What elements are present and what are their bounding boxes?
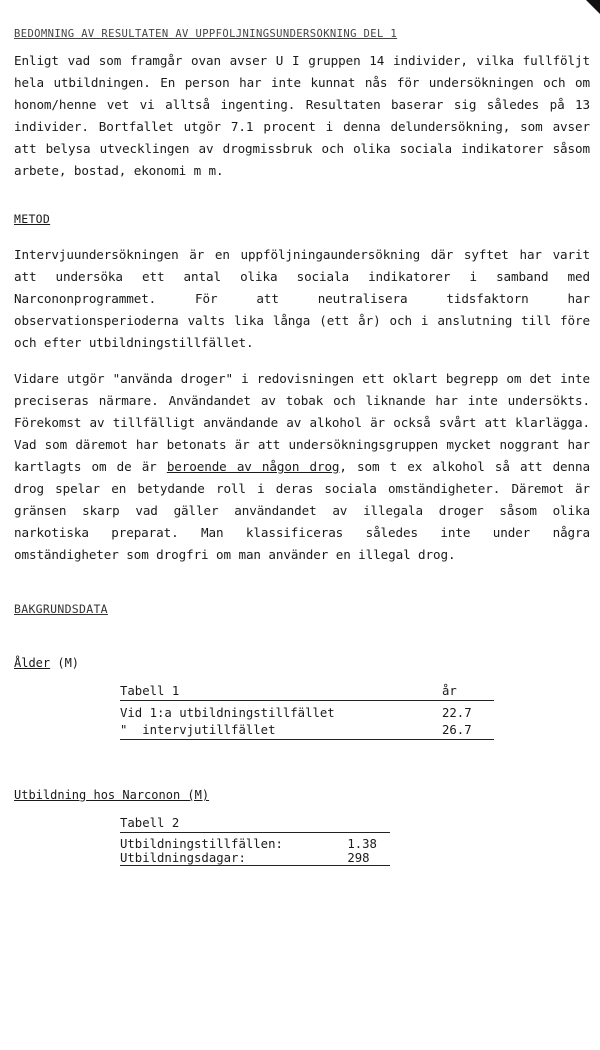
metod-paragraph-1: Intervjuundersökningen är en uppföljningaundersökning där syftet har varit att undersöka ett antal olika sociala indikatorer i samband med Narcononprogrammet. För att neutralisera tidsfaktorn har observationsperioderna valts lika långa (ett år) och i anslutning till före och efter utbildningstillfället. bbox=[14, 247, 590, 350]
table-1-title: Tabell 1 bbox=[120, 684, 442, 701]
alder-heading bbox=[14, 656, 590, 670]
alder-suffix: (M) bbox=[57, 656, 80, 670]
table-1 bbox=[120, 684, 494, 748]
table-2-row-value: 1.38 bbox=[347, 837, 377, 851]
table-2-row-value: 298 bbox=[347, 851, 370, 865]
table-2 bbox=[120, 816, 390, 876]
table-row bbox=[120, 701, 494, 723]
table-2-row-label: Utbildningsdagar: bbox=[120, 851, 246, 865]
utbildning-heading bbox=[14, 788, 590, 802]
table-1-row-value: 26.7 bbox=[442, 723, 472, 737]
table-1-row-label: " intervjutillfället bbox=[120, 723, 276, 737]
table-1-row-value: 22.7 bbox=[442, 706, 472, 720]
table-2-row-label: Utbildningstillfällen: bbox=[120, 837, 283, 851]
table-row bbox=[120, 833, 390, 852]
bakgrund-heading: BAKGRUNDSDATA bbox=[14, 602, 108, 616]
table-row bbox=[120, 722, 494, 740]
utbildning-label: Utbildning hos Narconon (M) bbox=[14, 788, 210, 802]
metod-paragraph-2-part-b: , som t ex alkohol så att denna drog spelar en betydande roll i deras sociala omständigheter. Däremot är gränsen skarp vad gäller användandet av illegala droger såsom olika narkotiska preparat. Man klassificeras således inte under några omständigheter som drogfri om man använder en illegal drog. bbox=[14, 459, 590, 562]
table-1-bottom-rule bbox=[120, 740, 494, 749]
table-1-row-label: Vid 1:a utbildningstillfället bbox=[120, 706, 335, 720]
metod-heading: METOD bbox=[14, 212, 51, 226]
underlined-phrase: beroende av någon drog bbox=[166, 459, 340, 474]
metod-paragraph-2-part-a: Vidare utgör "använda droger" i redovisningen ett oklart begrepp om det inte preciseras närmare. Användandet av tobak och liknande har inte undersökts. Förekomst av tillfälligt användande av alkohol är också svårt att klarlägga. Vad som däremot har betonats är att undersökningsgruppen mycket noggrant har kartlagts om de är bbox=[14, 371, 590, 474]
document-heading: BEDÖMNING AV RESULTATEN AV UPPFÖLJNINGSUNDERSÖKNING DEL 1 bbox=[14, 28, 398, 40]
table-2-title: Tabell 2 bbox=[120, 816, 390, 833]
table-2-bottom-rule bbox=[120, 866, 390, 877]
intro-paragraph: Enligt vad som framgår ovan avser U I gruppen 14 individer, vilka fullföljt hela utbildningen. En person har inte kunnat nås för undersökningen och om honom/henne vet vi alltså ingenting. Resultaten baserar sig således på 13 individer. Bortfallet utgör 7.1 procent i denna delundersökning, som avser att belysa utvecklingen av drogmissbruk och olika sociala indikatorer såsom arbete, bostad, ekonomi m m. bbox=[14, 53, 590, 178]
metod-paragraph-2 bbox=[14, 368, 590, 566]
document-page bbox=[14, 8, 590, 876]
table-1-unit-header: år bbox=[442, 684, 494, 701]
table-row bbox=[120, 851, 390, 866]
alder-label: Ålder bbox=[14, 656, 51, 670]
